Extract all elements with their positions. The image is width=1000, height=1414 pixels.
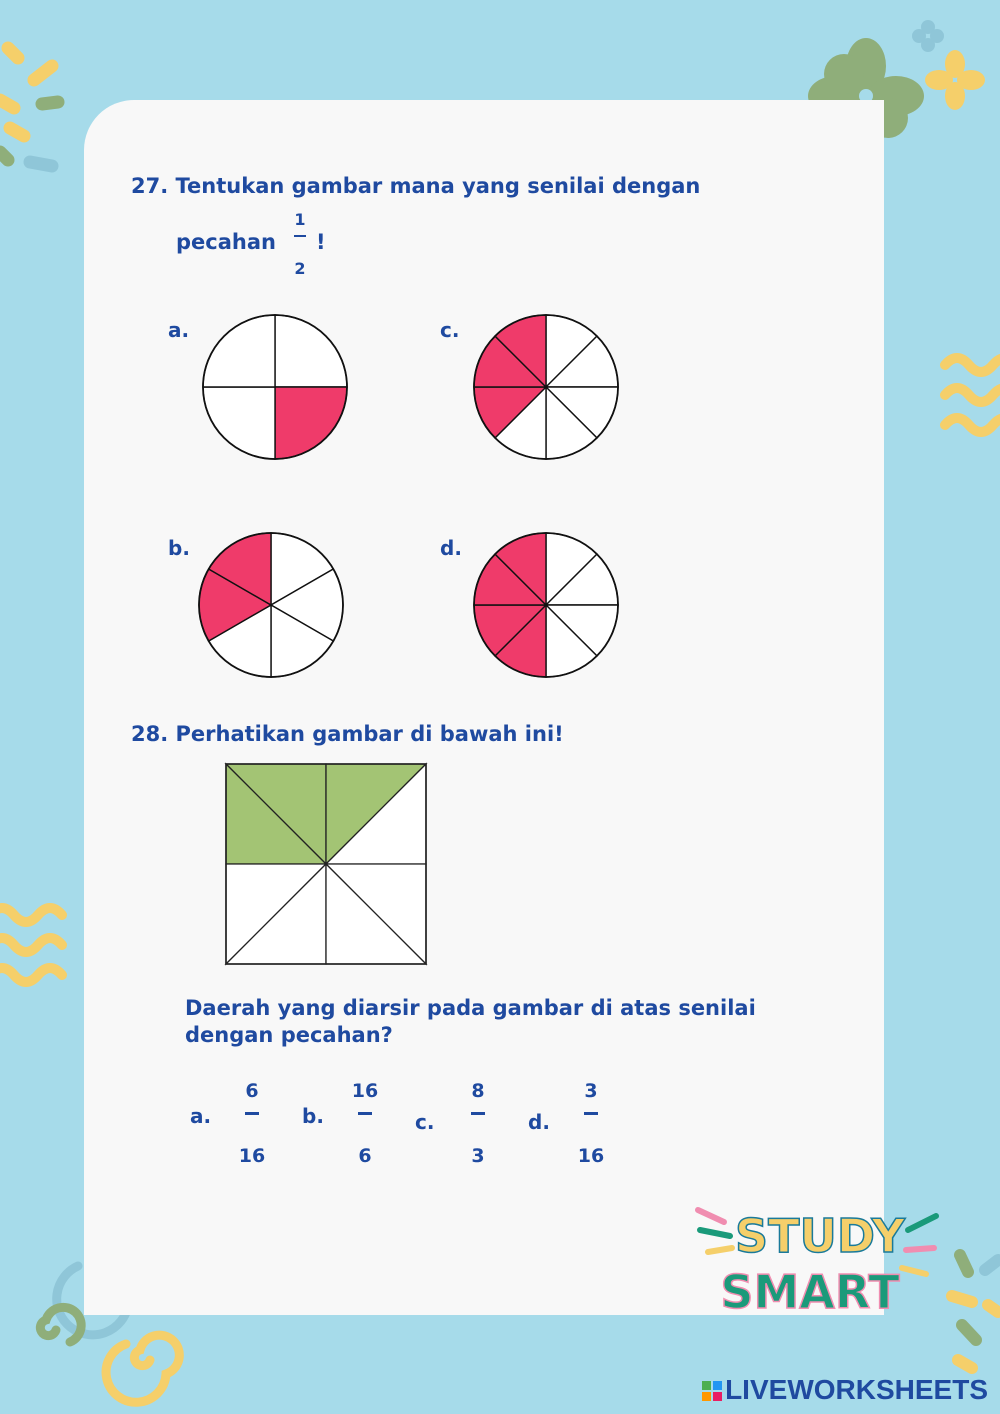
pie-slice bbox=[275, 315, 347, 387]
confetti-bottom-right bbox=[952, 1255, 998, 1368]
choice-d-numerator: 3 bbox=[584, 1080, 598, 1102]
q27-question-line2: pecahan bbox=[176, 230, 276, 254]
q27-question-line1: 27. Tentukan gambar mana yang senilai dengan bbox=[131, 174, 701, 198]
choice-d-denominator: 16 bbox=[577, 1145, 605, 1167]
q27-exclamation: ! bbox=[316, 230, 326, 254]
option-c-label[interactable]: c. bbox=[440, 318, 460, 342]
logo-line1: STUDY bbox=[734, 1209, 906, 1263]
choice-b-label[interactable]: b. bbox=[302, 1104, 324, 1128]
pie-slice bbox=[203, 387, 275, 459]
choice-c-denominator: 3 bbox=[471, 1145, 485, 1167]
choice-b-fraction[interactable] bbox=[345, 1080, 385, 1167]
flower-small-yellow bbox=[925, 50, 985, 110]
option-d-circle[interactable] bbox=[471, 530, 621, 680]
choice-c-fraction[interactable] bbox=[458, 1080, 498, 1167]
choice-d-label[interactable]: d. bbox=[528, 1110, 550, 1134]
q27-fraction bbox=[290, 210, 310, 278]
logo-line2: SMART bbox=[720, 1265, 900, 1319]
choice-a-fraction[interactable] bbox=[232, 1080, 272, 1167]
choice-a-bar bbox=[245, 1112, 259, 1115]
choice-c-bar bbox=[471, 1112, 485, 1115]
choice-d-bar bbox=[584, 1112, 598, 1115]
option-a-circle[interactable] bbox=[200, 312, 350, 462]
option-c-circle[interactable] bbox=[471, 312, 621, 462]
choice-a-numerator: 6 bbox=[245, 1080, 259, 1102]
wave-right bbox=[945, 358, 1000, 432]
choice-c-label[interactable]: c. bbox=[415, 1110, 435, 1134]
confetti-top-left bbox=[0, 48, 58, 166]
q27-denominator: 2 bbox=[294, 259, 306, 278]
option-b-label[interactable]: b. bbox=[168, 536, 190, 560]
q27-fraction-bar bbox=[294, 235, 306, 237]
watermark-text: LIVEWORKSHEETS bbox=[725, 1374, 988, 1405]
choice-d-fraction[interactable] bbox=[571, 1080, 611, 1167]
q27-numerator: 1 bbox=[294, 210, 306, 229]
wave-left bbox=[0, 908, 62, 982]
choice-a-denominator: 16 bbox=[238, 1145, 266, 1167]
option-d-label[interactable]: d. bbox=[440, 536, 462, 560]
choice-b-numerator: 16 bbox=[351, 1080, 379, 1102]
pie-slice bbox=[203, 315, 275, 387]
choice-a-label[interactable]: a. bbox=[190, 1104, 212, 1128]
q28-prompt-line1: Daerah yang diarsir pada gambar di atas senilai bbox=[185, 996, 756, 1020]
flower-small-blue bbox=[912, 20, 944, 52]
choice-b-bar bbox=[358, 1112, 372, 1115]
q28-square-figure bbox=[224, 762, 430, 968]
liveworksheets-watermark bbox=[702, 1374, 988, 1406]
q28-prompt-line2: dengan pecahan? bbox=[185, 1023, 393, 1047]
option-a-label[interactable]: a. bbox=[168, 318, 190, 342]
q28-title: 28. Perhatikan gambar di bawah ini! bbox=[131, 722, 564, 746]
pie-slice bbox=[275, 387, 347, 459]
choice-c-numerator: 8 bbox=[471, 1080, 485, 1102]
choice-b-denominator: 6 bbox=[358, 1145, 372, 1167]
study-smart-logo bbox=[690, 1200, 950, 1325]
liveworksheets-logo-icon bbox=[702, 1381, 722, 1401]
option-b-circle[interactable] bbox=[196, 530, 346, 680]
